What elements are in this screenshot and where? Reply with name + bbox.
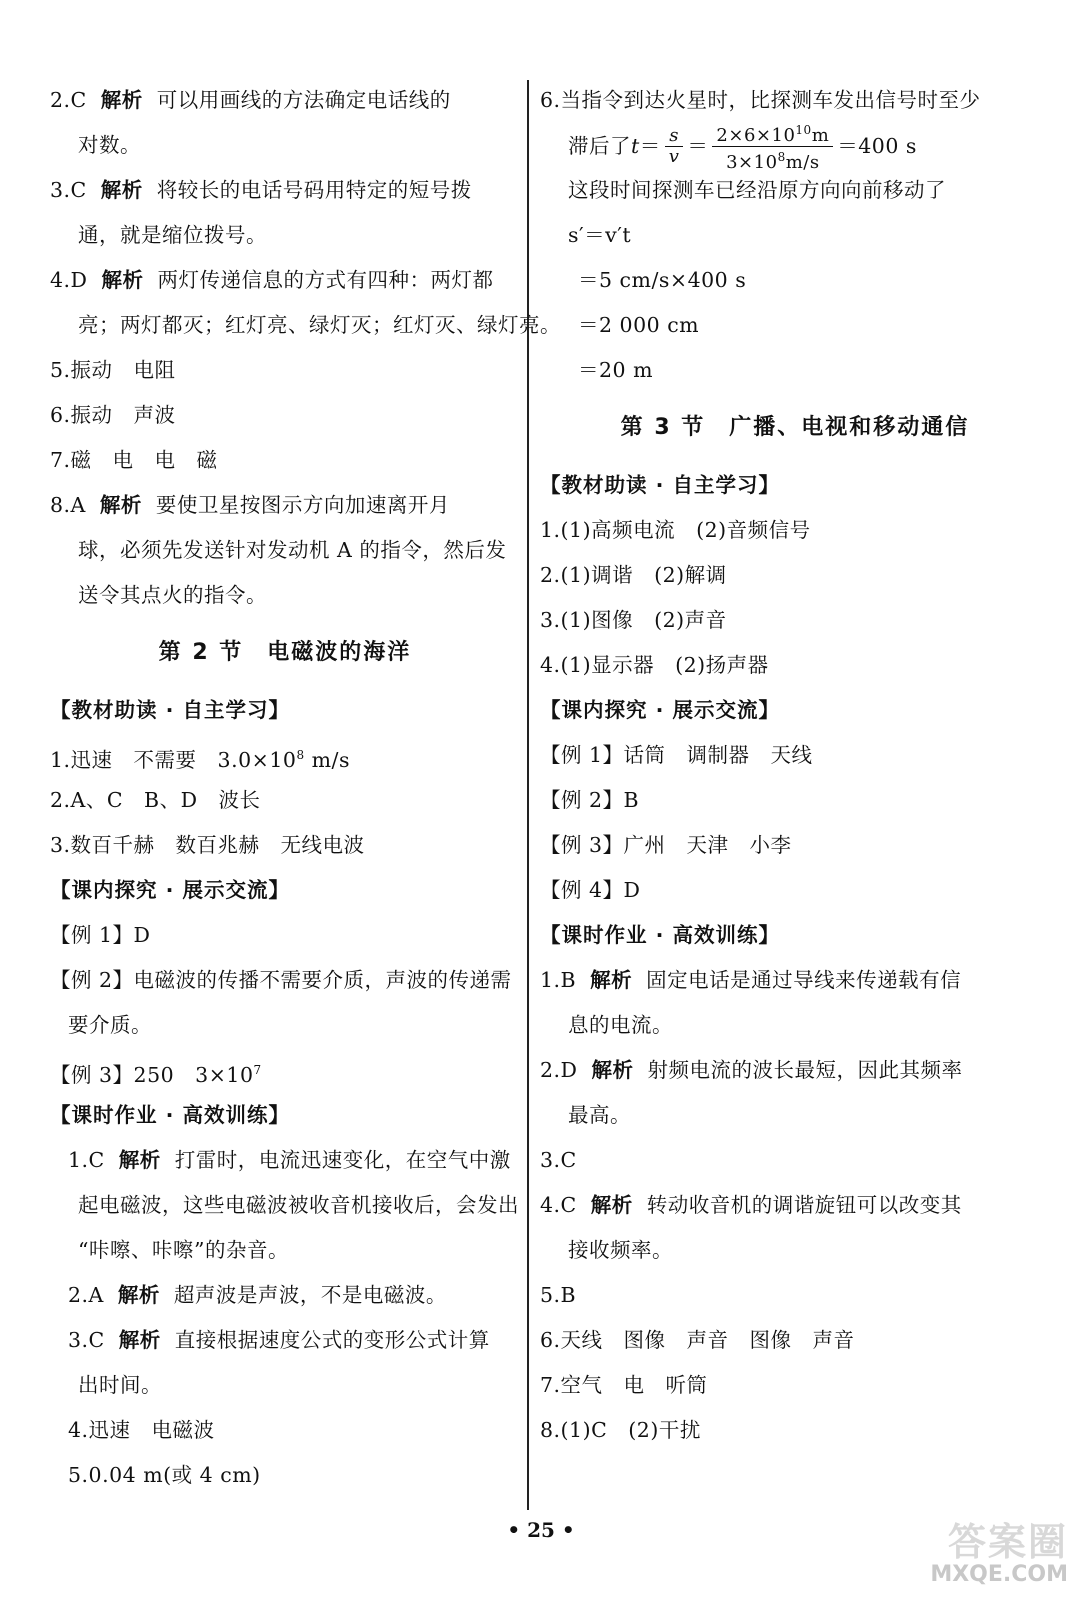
answer-7: 7.磁 电 电 磁 bbox=[50, 448, 218, 472]
s2-example-3: 【例 3】250 $3\times 10^7$ bbox=[50, 1062, 262, 1087]
s2-study-3: 3.数百千赫 数百兆赫 无线电波 bbox=[50, 833, 365, 857]
s3-study-2: 2.(1)调谐 (2)解调 bbox=[540, 563, 727, 587]
answer-8: 8.A 解析 要使卫星按图示方向加速离开月 bbox=[50, 493, 450, 517]
s2-example-1: 【例 1】D bbox=[50, 923, 151, 947]
s3-example-2: 【例 2】B bbox=[540, 788, 640, 812]
s2-hw-1-cont2: “咔嚓、咔嚓”的杂音。 bbox=[78, 1238, 289, 1262]
s3-hw-8: 8.(1)C (2)干扰 bbox=[540, 1418, 701, 1442]
formula: 滞后了 t ＝ $\frac{s}{v}$ ＝ $\frac{2\times 6\times 10^{10}m}{3\times 10^8m/s}$ ＝400 s bbox=[568, 124, 917, 169]
delay-formula bbox=[540, 123, 1050, 173]
watermark-logo bbox=[918, 1522, 1068, 1592]
page-number: • 25 • bbox=[507, 1518, 575, 1542]
analysis-tag: 解析 bbox=[101, 268, 144, 292]
s2-study-2: 2.A、C B、D 波长 bbox=[50, 788, 261, 812]
analysis-tag: 解析 bbox=[99, 493, 142, 517]
section-2-title: 第 2 节 电磁波的海洋 bbox=[158, 640, 412, 665]
s3-hw-1-cont: 息的电流。 bbox=[568, 1013, 673, 1037]
answer-4: 4.D 解析 两灯传递信息的方式有四种：两灯都 bbox=[50, 268, 494, 292]
eq-line-1: s′＝v′t bbox=[568, 223, 632, 247]
section-3-heading-explore: 【课内探究 · 展示交流】 bbox=[540, 698, 781, 722]
section-3-heading-homework: 【课时作业 · 高效训练】 bbox=[540, 923, 781, 947]
analysis-tag: 解析 bbox=[118, 1148, 161, 1172]
answer-3: 3.C 解析 将较长的电话号码用特定的短号拨 bbox=[50, 178, 472, 202]
s3-hw-6: 6.天线 图像 声音 图像 声音 bbox=[540, 1328, 855, 1352]
analysis-tag: 解析 bbox=[591, 1058, 634, 1082]
analysis-tag: 解析 bbox=[590, 1193, 633, 1217]
s2-example-2: 【例 2】电磁波的传播不需要介质，声波的传递需 bbox=[50, 968, 512, 992]
section-3-heading-study: 【教材助读 · 自主学习】 bbox=[540, 473, 781, 497]
answer-3-cont: 通，就是缩位拨号。 bbox=[78, 223, 267, 247]
s3-hw-1: 1.B 解析 固定电话是通过导线来传递载有信 bbox=[540, 968, 962, 992]
s3-example-4: 【例 4】D bbox=[540, 878, 641, 902]
analysis-tag: 解析 bbox=[117, 1283, 160, 1307]
s2-hw-3: 3.C 解析 直接根据速度公式的变形公式计算 bbox=[68, 1328, 490, 1352]
section-2-heading-study: 【教材助读 · 自主学习】 bbox=[50, 698, 291, 722]
eq-line-4: ＝20 m bbox=[578, 358, 654, 382]
eq-line-2: ＝5 cm/s×400 s bbox=[578, 268, 747, 292]
column-divider bbox=[527, 80, 529, 1510]
answer-2: 2.C 解析 可以用画线的方法确定电话线的 bbox=[50, 88, 451, 112]
s2-hw-5: 5.0.04 m(或 4 cm) bbox=[68, 1463, 261, 1487]
s2-hw-4: 4.迅速 电磁波 bbox=[68, 1418, 215, 1442]
s2-study-1: 1.迅速 不需要 $3.0\times 10^8$ m/s bbox=[50, 747, 350, 772]
s2-example-2-cont: 要介质。 bbox=[68, 1013, 152, 1037]
answer-6-mars: 6.当指令到达火星时，比探测车发出信号时至少 bbox=[540, 88, 981, 112]
s3-study-1: 1.(1)高频电流 (2)音频信号 bbox=[540, 518, 811, 542]
fraction-distance-over-speed: $\frac{2\times 6\times 10^{10}m}{3\times 10^8m/s}$ bbox=[712, 120, 833, 173]
analysis-tag: 解析 bbox=[100, 178, 143, 202]
s3-hw-4-cont: 接收频率。 bbox=[568, 1238, 673, 1262]
s2-hw-1-cont: 起电磁波，这些电磁波被收音机接收后，会发出 bbox=[78, 1193, 519, 1217]
answer-4-cont: 亮；两灯都灭；红灯亮、绿灯灭；红灯灭、绿灯亮。 bbox=[78, 313, 561, 337]
s3-hw-3: 3.C bbox=[540, 1148, 577, 1172]
watermark-text-bottom: MXQE.COM bbox=[930, 1562, 1068, 1587]
s3-study-4: 4.(1)显示器 (2)扬声器 bbox=[540, 653, 769, 677]
analysis-tag: 解析 bbox=[590, 968, 633, 992]
analysis-tag: 解析 bbox=[100, 88, 143, 112]
s3-hw-4: 4.C 解析 转动收音机的调谐旋钮可以改变其 bbox=[540, 1193, 962, 1217]
section-2-heading-homework: 【课时作业 · 高效训练】 bbox=[50, 1103, 291, 1127]
answer-5: 5.振动 电阻 bbox=[50, 358, 176, 382]
s3-study-3: 3.(1)图像 (2)声音 bbox=[540, 608, 727, 632]
analysis-tag: 解析 bbox=[118, 1328, 161, 1352]
s2-hw-2: 2.A 解析 超声波是声波，不是电磁波。 bbox=[68, 1283, 447, 1307]
section-3-title: 第 3 节 广播、电视和移动通信 bbox=[620, 415, 970, 440]
fraction-s-over-v: $\frac{s}{v}$ bbox=[665, 126, 684, 167]
answer-6: 6.振动 声波 bbox=[50, 403, 176, 427]
s2-hw-3-cont: 出时间。 bbox=[78, 1373, 162, 1397]
eq-line-3: ＝2 000 cm bbox=[578, 313, 700, 337]
answer-8-cont: 球，必须先发送针对发动机 A 的指令，然后发 bbox=[78, 538, 507, 562]
s3-hw-7: 7.空气 电 听筒 bbox=[540, 1373, 708, 1397]
rover-moved-text: 这段时间探测车已经沿原方向向前移动了 bbox=[568, 178, 946, 202]
s2-hw-1: 1.C 解析 打雷时，电流迅速变化，在空气中激 bbox=[68, 1148, 511, 1172]
watermark-text-top: 答案圈 bbox=[947, 1520, 1068, 1564]
s3-example-1: 【例 1】话筒 调制器 天线 bbox=[540, 743, 813, 767]
s3-hw-5: 5.B bbox=[540, 1283, 577, 1307]
section-2-heading-explore: 【课内探究 · 展示交流】 bbox=[50, 878, 291, 902]
answer-2-cont: 对数。 bbox=[78, 133, 141, 157]
s3-hw-2-cont: 最高。 bbox=[568, 1103, 631, 1127]
right-column bbox=[540, 78, 1050, 1453]
answer-8-cont2: 送令其点火的指令。 bbox=[78, 583, 267, 607]
s3-example-3: 【例 3】广州 天津 小李 bbox=[540, 833, 792, 857]
s3-hw-2: 2.D 解析 射频电流的波长最短，因此其频率 bbox=[540, 1058, 963, 1082]
